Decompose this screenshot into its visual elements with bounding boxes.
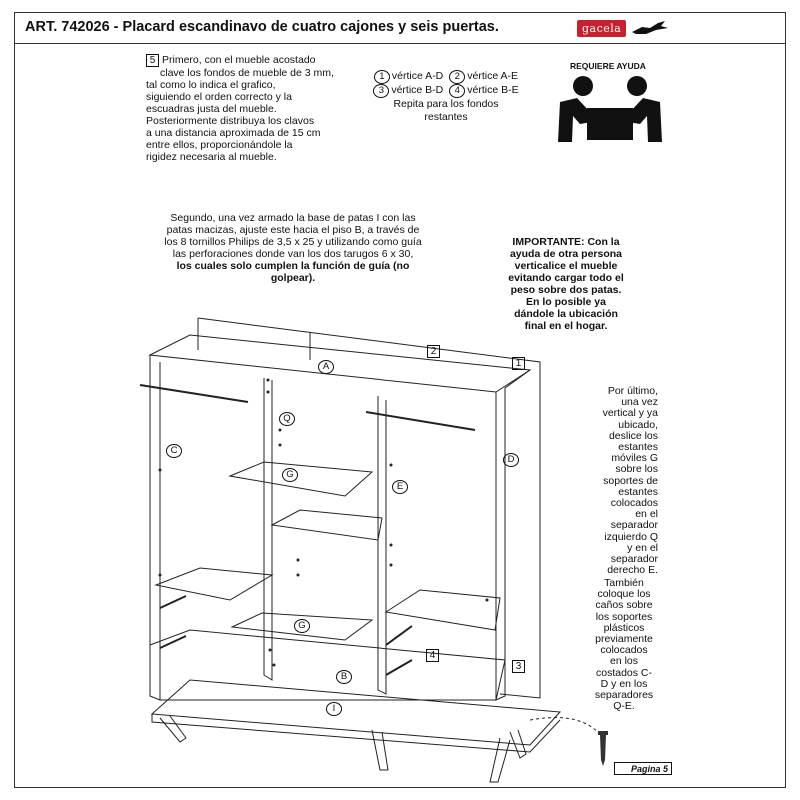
part-letter: Q [279,412,295,426]
vertex-mark-number: 3 [512,660,525,673]
step3-line: soportes de [603,474,658,487]
vertices-note-line: Repita para los fondos [393,98,499,110]
step4-line: coloque los [597,588,651,601]
step1-line: rigidez necesaria al mueble. [146,151,277,163]
document-title: ART. 742026 - Placard escandinavo de cuatro cajones y seis puertas. [25,19,499,35]
part-label-A [318,360,336,374]
part-letter: B [336,670,352,684]
step4-line: los soportes [595,610,653,623]
step1-line: escuadras justa del mueble. [146,103,277,115]
vertex-mark-number: 1 [512,357,525,370]
part-label-G-bottom [294,619,312,633]
step3-line: Por último, [607,385,658,397]
step4-line: previamente [595,633,653,646]
step3-line: colocados [610,497,658,510]
vertex-label: vértice B-E [467,84,519,96]
step1-line: a una distancia aproximada de 15 cm [146,127,321,139]
vertex-label: vértice A-D [391,70,444,82]
step3-line: vertical y ya [602,407,658,420]
important-line: final en el hogar. [524,320,608,332]
important-line: verticalice el mueble [514,260,618,272]
step2-bold-line: golpear). [270,272,316,284]
part-label-G-top [282,468,300,482]
vertex-label: vértice B-D [391,84,444,96]
step4-line: Q-E. [613,700,635,713]
step4-line: plásticos [603,621,645,634]
part-label-B [336,670,354,684]
logo-text: gacela [577,20,626,37]
step1-line: siguiendo el orden correcto y la [146,91,292,103]
step4-line: También [604,577,644,589]
step3-line: deslice los [608,429,658,442]
step3-line: en el [635,508,658,521]
step3-line: estantes [618,441,658,454]
part-letter: G [294,619,310,633]
step3-line: estantes [618,485,658,498]
step2-line: las perforaciones donde van los dos tarugos 6 x 30, [172,248,414,260]
step3-line: separador [610,553,658,566]
part-label-I [326,702,344,716]
step1-line: clave los fondos de mueble de 3 mm, [160,67,334,79]
vertices-note-line: restantes [424,111,468,123]
important-line: dándole la ubicación [514,308,618,320]
part-letter: C [166,444,182,458]
part-letter: I [326,702,342,716]
important-line: ayuda de otra persona [509,248,623,260]
part-letter: G [282,468,298,482]
part-label-E [392,480,410,494]
step2-line: patas macizas, ajuste este hacia el piso B, a través de [166,224,420,236]
step4-line: D y en los [600,677,648,690]
vertex-mark-number: 4 [426,649,439,662]
part-letter: A [318,360,334,374]
vertex-mark-2 [427,345,443,358]
step3-line: izquierdo Q [604,530,658,543]
step2-line: Segundo, una vez armado la base de patas I con las [170,212,416,224]
step3-line: una vez [621,396,658,409]
step4-line: caños sobre [595,599,653,612]
step4-line: en los [609,655,639,668]
vertex-mark-1 [512,357,528,370]
step3-line: sobre los [615,463,658,476]
screw-icon [598,731,608,766]
step3-line: y en el [627,541,658,554]
part-letter: D [503,453,519,467]
part-label-C [166,444,184,458]
important-line: peso sobre dos patas. [510,284,622,296]
step3-line: derecho E. [607,564,658,577]
part-label-Q [279,412,297,426]
vertex-mark-3 [512,660,528,673]
part-letter: E [392,480,408,494]
step-number-badge: 5 [146,54,159,67]
step4-line: separadores [594,689,654,702]
vertex-mark-4 [426,649,442,662]
vertex-number: 1 [374,70,390,84]
important-line: IMPORTANTE: Con la [512,236,620,248]
requires-help-label: REQUIERE AYUDA [570,61,646,71]
step4-line: costados C- [595,666,653,679]
step1-line: tal como lo indica el grafico, [146,79,276,91]
step1-line: Primero, con el mueble acostado [162,54,316,66]
step2-line: los 8 tornillos Philips de 3,5 x 25 y utilizando como guía [164,236,422,248]
important-line: En lo posible ya [526,296,606,308]
vertex-number: 2 [449,70,465,84]
step1-line: entre ellos, proporcionándole la [146,139,293,151]
step3-line: separador [610,519,658,532]
step1-line: Posteriormente distribuya los clavos [146,115,315,127]
step3-line: ubicado, [618,418,658,431]
page-number: Pagina 5 [614,762,672,775]
important-line: evitando cargar todo el [508,272,624,284]
vertex-number: 3 [373,84,389,98]
vertex-number: 4 [449,84,465,98]
part-label-D [503,453,521,467]
step4-line: colocados [600,644,648,657]
vertex-mark-number: 2 [427,345,440,358]
vertex-label: vértice A-E [467,70,519,82]
step2-bold-line: los cuales solo cumplen la función de guía (no [176,260,410,272]
step3-line: móviles G [611,452,658,465]
